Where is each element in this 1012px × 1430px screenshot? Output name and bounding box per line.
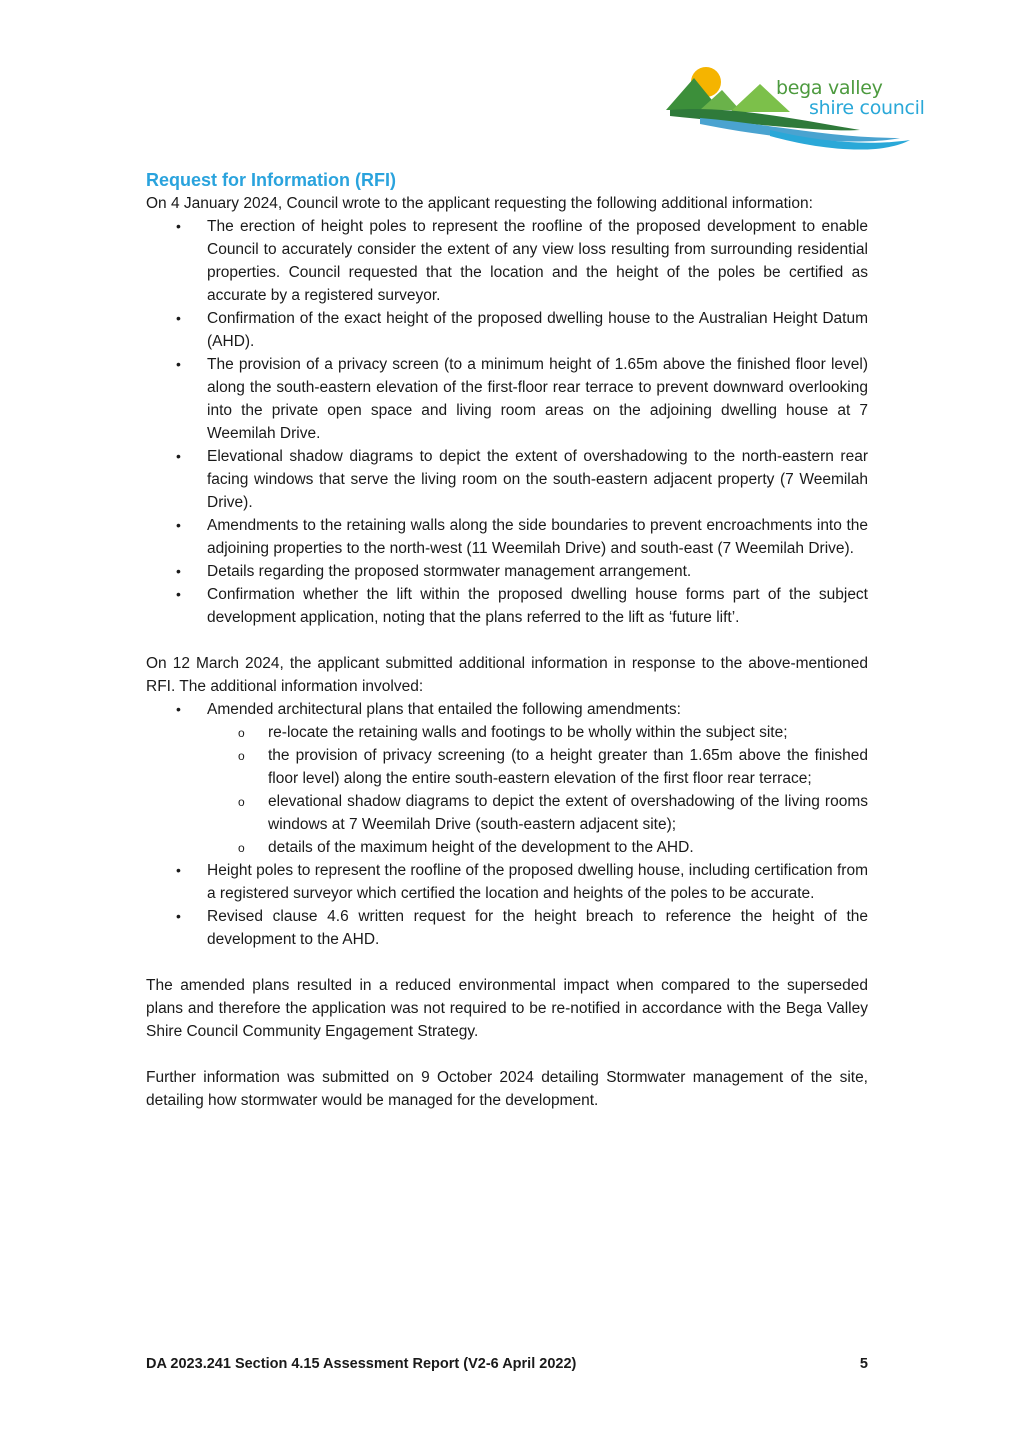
page-number: 5	[859, 1356, 868, 1372]
list-item	[146, 445, 868, 514]
list-item	[146, 905, 868, 951]
sub-bullet-mark: o	[238, 726, 245, 740]
bullet-mark: •	[176, 586, 181, 602]
sub-list-item	[207, 790, 868, 836]
bullet-mark: •	[176, 563, 181, 579]
list-item-text: Amendments to the retaining walls along the side boundaries to prevent encroachments into the adjoining properties to the north-west (11 Weemilah Drive) and south-east (7 Weemilah Drive).	[207, 517, 868, 557]
response-intro: On 12 March 2024, the applicant submitted additional information in response to the above-mentioned RFI. The additional information involved:	[146, 655, 868, 695]
list-item	[146, 353, 868, 445]
rfi-list	[146, 215, 868, 629]
bullet-mark: •	[176, 908, 181, 924]
list-item-text: Details regarding the proposed stormwater management arrangement.	[207, 563, 692, 580]
report-body	[146, 168, 868, 1112]
sub-bullet-mark: o	[238, 841, 245, 855]
section-heading: Request for Information (RFI)	[146, 170, 396, 190]
council-logo-text	[776, 78, 925, 118]
bullet-mark: •	[176, 218, 181, 234]
list-item	[146, 698, 868, 859]
bullet-mark: •	[176, 517, 181, 533]
logo-line-1: bega valley	[776, 77, 883, 99]
sub-list-item-text: the provision of privacy screening (to a height greater than 1.65m above the finished floor level) along the entire south-eastern elevation of the first floor rear terrace;	[268, 747, 868, 787]
sub-bullet-mark: o	[238, 749, 245, 763]
list-item	[146, 215, 868, 307]
bullet-mark: •	[176, 448, 181, 464]
sub-list-item	[207, 721, 868, 744]
list-item-text: Revised clause 4.6 written request for the height breach to reference the height of the development to the AHD.	[207, 908, 868, 948]
bullet-mark: •	[176, 310, 181, 326]
list-item	[146, 583, 868, 629]
logo-line-2: shire council	[809, 97, 925, 119]
rfi-intro: On 4 January 2024, Council wrote to the applicant requesting the following additional information:	[146, 195, 813, 212]
list-item-text: Confirmation of the exact height of the proposed dwelling house to the Australian Height Datum (AHD).	[207, 310, 868, 350]
amended-plans-paragraph: The amended plans resulted in a reduced environmental impact when compared to the superseded plans and therefore the application was not required to be re-notified in accordance with the Bega Valley Shire Council Community Engagement Strategy.	[146, 977, 868, 1040]
list-item-text: Height poles to represent the roofline of the proposed dwelling house, including certification from a registered surveyor which certified the location and heights of the poles to be accurate.	[207, 862, 868, 902]
bullet-mark: •	[176, 701, 181, 717]
list-item-text: Amended architectural plans that entailed the following amendments:	[207, 701, 681, 718]
list-item	[146, 307, 868, 353]
list-item-text: The provision of a privacy screen (to a minimum height of 1.65m above the finished floor level) along the south-eastern elevation of the first-floor rear terrace to prevent downward overlooking into the private open space and living room areas on the adjoining dwelling house at 7 Weemilah Drive.	[207, 356, 868, 442]
list-item	[146, 560, 868, 583]
page-footer	[146, 1356, 868, 1372]
response-list	[146, 698, 868, 951]
further-info-paragraph: Further information was submitted on 9 October 2024 detailing Stormwater management of the site, detailing how stormwater would be managed for the development.	[146, 1069, 868, 1109]
sub-list-item-text: details of the maximum height of the development to the AHD.	[268, 839, 694, 856]
bullet-mark: •	[176, 356, 181, 372]
list-item	[146, 859, 868, 905]
list-item	[146, 514, 868, 560]
sub-list-item-text: elevational shadow diagrams to depict the extent of overshadowing of the living rooms windows at 7 Weemilah Drive (south-eastern adjacent site);	[268, 793, 868, 833]
sub-bullet-mark: o	[238, 795, 245, 809]
list-item-text: Confirmation whether the lift within the proposed dwelling house forms part of the subject development application, noting that the plans referred to the lift as ‘future lift’.	[207, 586, 868, 626]
bullet-mark: •	[176, 862, 181, 878]
sub-list-item-text: re-locate the retaining walls and footings to be wholly within the subject site;	[268, 724, 788, 741]
list-item-text: Elevational shadow diagrams to depict the extent of overshadowing to the north-eastern rear facing windows that serve the living room on the south-eastern adjacent property (7 Weemilah Drive).	[207, 448, 868, 511]
sub-list-item	[207, 836, 868, 859]
list-item-text: The erection of height poles to represent the roofline of the proposed development to enable Council to accurately consider the extent of any view loss resulting from surrounding residential properties. Council requested that the location and the height of the poles be certified as accurate by a registered surveyor.	[207, 218, 868, 304]
amendments-sublist	[207, 721, 868, 859]
footer-title: DA 2023.241 Section 4.15 Assessment Report (V2-6 April 2022)	[146, 1356, 577, 1372]
sub-list-item	[207, 744, 868, 790]
